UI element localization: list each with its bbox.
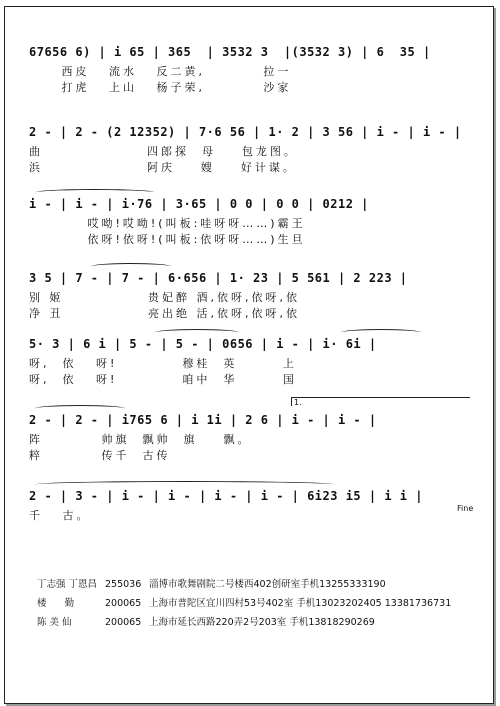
score-page (4, 6, 494, 704)
credit-address: 上海市普陀区宜川四村53号402室 手机13023202405 13381736731 (149, 598, 452, 609)
credit-line (37, 575, 451, 594)
notation-row-2: 2 - | 2 - (2 12352) | 7·6 56 | 1· 2 | 3 56 | i - | i - | (29, 125, 462, 139)
fine-mark: Fine (457, 504, 474, 513)
lyric-line-3a: 哎呦!哎呦!(叫板:哇呀呀……)霸王 (29, 217, 306, 230)
lyric-line-2b: 浜 阿庆 嫂 好计谋。 (29, 161, 297, 174)
credit-name: 陈 美 仙 (37, 617, 72, 628)
volta-bracket: 1. (291, 397, 470, 406)
notation-row-5: 5· 3 | 6 i | 5 - | 5 - | 0656 | i - | i· 6i | (29, 337, 377, 351)
notation-row-3: i - | i - | i·76 | 3·65 | 0 0 | 0 0 | 0212 | (29, 197, 369, 211)
lyric-line-4b: 净 丑 亮出绝 活,依呀,依呀,依 (29, 307, 300, 320)
credit-address: 淄博市歌舞剧院二号楼西402创研室手机13255333190 (149, 579, 386, 590)
credit-name: 丁志强 丁恩昌 (37, 579, 98, 590)
lyric-line-3b: 依呀!依呀!(叫板:依呀呀……)生旦 (29, 233, 306, 246)
lyric-line-7a: 千 古。 (29, 509, 91, 522)
credit-zip: 255036 (105, 579, 142, 590)
credit-address: 上海市延长西路220弄2号203室 手机13818290269 (149, 617, 375, 628)
lyric-line-1a: 西皮 流水 反二黄, 拉一 (29, 65, 292, 78)
lyric-line-4a: 别 姬 贵妃醉 酒,依呀,依呀,依 (29, 291, 300, 304)
credit-line (37, 613, 451, 632)
lyric-line-6a: 阵 帅旗 飘帅 旗 飘。 (29, 433, 252, 446)
notation-row-7: 2 - | 3 - | i - | i - | i - | i - | 6i23 i5 | i i | (29, 489, 423, 503)
lyric-line-6b: 粹 传千 古传 (29, 449, 171, 462)
lyric-line-1b: 打虎 上山 杨子荣, 沙家 (29, 81, 292, 94)
lyric-line-5a: 呀, 依 呀! 穆桂 英 上 (29, 357, 297, 370)
notation-row-4: 3 5 | 7 - | 7 - | 6·656 | 1· 23 | 5 561 | 2 223 | (29, 271, 408, 285)
notation-row-1: 67656 6) | i 65 | 365 | 3532 3 |(3532 3) | 6 35 | (29, 45, 431, 59)
credit-zip: 200065 (105, 598, 142, 609)
credit-line (37, 594, 451, 613)
credit-zip: 200065 (105, 617, 142, 628)
notation-row-6: 2 - | 2 - | i765 6 | i 1i | 2 6 | i - | i - | (29, 413, 377, 427)
lyric-line-5b: 呀, 依 呀! 咱中 华 国 (29, 373, 297, 386)
lyric-line-2a: 曲 四郎探 母 包龙图。 (29, 145, 298, 158)
credits-footer (37, 575, 451, 632)
credit-name: 楼 勤 (37, 598, 75, 609)
